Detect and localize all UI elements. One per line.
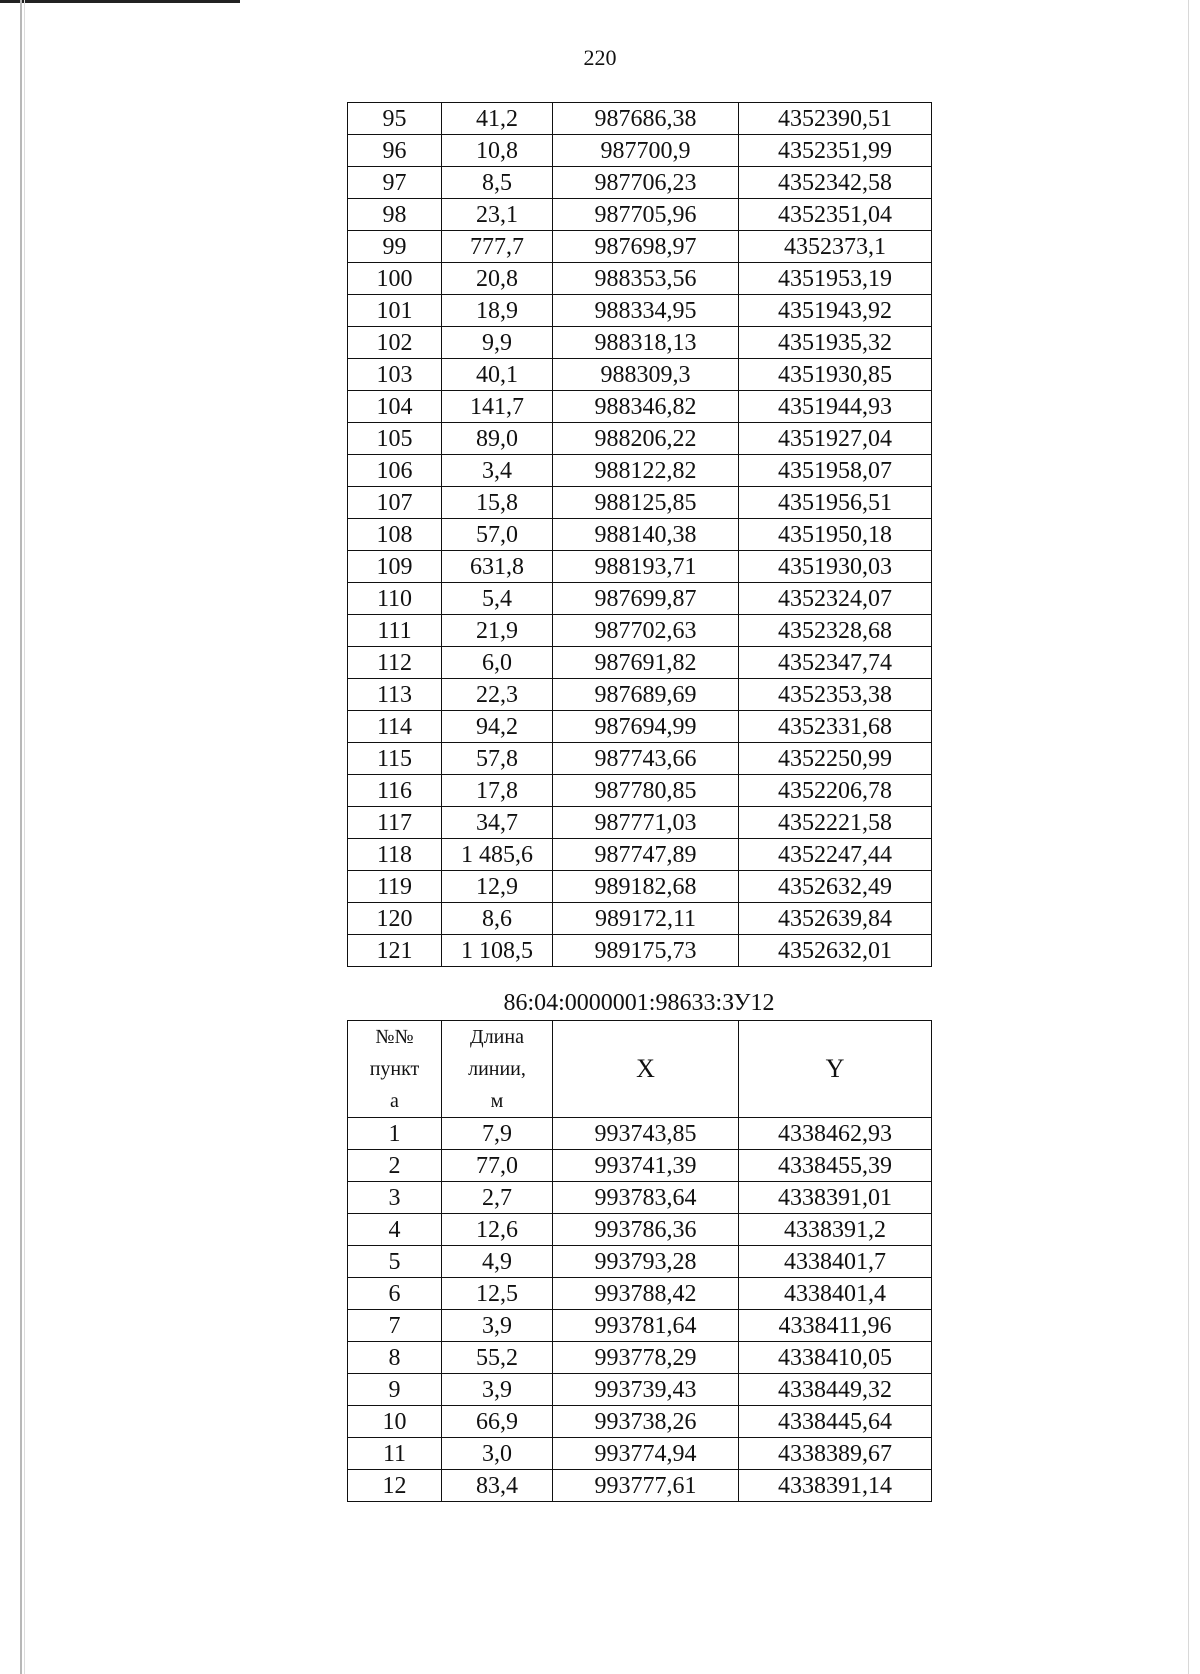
cell-y: 4338455,39 bbox=[739, 1150, 932, 1182]
cell-point-number: 9 bbox=[348, 1374, 442, 1406]
cell-point-number: 100 bbox=[348, 263, 442, 295]
cell-point-number: 7 bbox=[348, 1310, 442, 1342]
cell-y: 4352632,49 bbox=[739, 871, 932, 903]
cell-line-length: 34,7 bbox=[442, 807, 553, 839]
cell-point-number: 95 bbox=[348, 103, 442, 135]
cell-x: 987700,9 bbox=[553, 135, 739, 167]
cell-y: 4351927,04 bbox=[739, 423, 932, 455]
cell-point-number: 1 bbox=[348, 1118, 442, 1150]
cell-y: 4351958,07 bbox=[739, 455, 932, 487]
cell-point-number: 109 bbox=[348, 551, 442, 583]
cell-x: 988346,82 bbox=[553, 391, 739, 423]
cell-line-length: 7,9 bbox=[442, 1118, 553, 1150]
table-row bbox=[348, 391, 932, 423]
cell-point-number: 103 bbox=[348, 359, 442, 391]
cell-x: 989172,11 bbox=[553, 903, 739, 935]
header-length-line: линии, bbox=[468, 1058, 526, 1080]
table-row bbox=[348, 327, 932, 359]
cell-y: 4352331,68 bbox=[739, 711, 932, 743]
cell-y: 4338401,4 bbox=[739, 1278, 932, 1310]
cell-point-number: 10 bbox=[348, 1406, 442, 1438]
header-point-line: пункт bbox=[369, 1058, 420, 1080]
cell-line-length: 89,0 bbox=[442, 423, 553, 455]
table-row bbox=[348, 487, 932, 519]
table-row bbox=[348, 1406, 932, 1438]
cell-line-length: 3,0 bbox=[442, 1438, 553, 1470]
cell-line-length: 6,0 bbox=[442, 647, 553, 679]
cell-y: 4351944,93 bbox=[739, 391, 932, 423]
cell-y: 4352206,78 bbox=[739, 775, 932, 807]
cell-point-number: 118 bbox=[348, 839, 442, 871]
cell-y: 4352353,38 bbox=[739, 679, 932, 711]
cell-x: 988353,56 bbox=[553, 263, 739, 295]
cell-point-number: 107 bbox=[348, 487, 442, 519]
cell-y: 4351943,92 bbox=[739, 295, 932, 327]
cell-line-length: 18,9 bbox=[442, 295, 553, 327]
scan-edge-left bbox=[20, 0, 22, 1674]
cell-x: 987743,66 bbox=[553, 743, 739, 775]
cell-y: 4352632,01 bbox=[739, 935, 932, 967]
table-row bbox=[348, 231, 932, 263]
table-row bbox=[348, 615, 932, 647]
table-row bbox=[348, 1118, 932, 1150]
cell-x: 993774,94 bbox=[553, 1438, 739, 1470]
table-row bbox=[348, 1374, 932, 1406]
table-row bbox=[348, 199, 932, 231]
cell-x: 987705,96 bbox=[553, 199, 739, 231]
table-row bbox=[348, 903, 932, 935]
cell-y: 4352342,58 bbox=[739, 167, 932, 199]
section-title: 86:04:0000001:98633:ЗУ12 bbox=[503, 990, 775, 1016]
cell-point-number: 6 bbox=[348, 1278, 442, 1310]
cell-y: 4338445,64 bbox=[739, 1406, 932, 1438]
cell-y: 4352351,99 bbox=[739, 135, 932, 167]
cell-line-length: 3,9 bbox=[442, 1374, 553, 1406]
header-point-line: №№ bbox=[375, 1026, 414, 1048]
scan-edge-top bbox=[0, 0, 240, 3]
cell-point-number: 120 bbox=[348, 903, 442, 935]
cell-x: 993741,39 bbox=[553, 1150, 739, 1182]
table-row bbox=[348, 423, 932, 455]
table-header-row bbox=[348, 1021, 932, 1118]
cell-y: 4352373,1 bbox=[739, 231, 932, 263]
cell-point-number: 116 bbox=[348, 775, 442, 807]
table-row bbox=[348, 1342, 932, 1374]
cell-x: 989182,68 bbox=[553, 871, 739, 903]
cell-line-length: 8,6 bbox=[442, 903, 553, 935]
cell-line-length: 777,7 bbox=[442, 231, 553, 263]
cell-x: 988206,22 bbox=[553, 423, 739, 455]
cell-x: 993743,85 bbox=[553, 1118, 739, 1150]
table-row bbox=[348, 103, 932, 135]
cell-x: 987780,85 bbox=[553, 775, 739, 807]
coordinates-table-zu12 bbox=[347, 1020, 932, 1502]
cell-point-number: 114 bbox=[348, 711, 442, 743]
cell-line-length: 17,8 bbox=[442, 775, 553, 807]
cell-line-length: 9,9 bbox=[442, 327, 553, 359]
table-row bbox=[348, 935, 932, 967]
cell-y: 4351953,19 bbox=[739, 263, 932, 295]
cell-y: 4352390,51 bbox=[739, 103, 932, 135]
cell-line-length: 631,8 bbox=[442, 551, 553, 583]
cell-point-number: 8 bbox=[348, 1342, 442, 1374]
cell-x: 987699,87 bbox=[553, 583, 739, 615]
cell-y: 4352328,68 bbox=[739, 615, 932, 647]
cell-line-length: 3,4 bbox=[442, 455, 553, 487]
cell-line-length: 57,8 bbox=[442, 743, 553, 775]
cell-y: 4351935,32 bbox=[739, 327, 932, 359]
cell-x: 988318,13 bbox=[553, 327, 739, 359]
cell-y: 4352347,74 bbox=[739, 647, 932, 679]
cell-x: 988140,38 bbox=[553, 519, 739, 551]
table-row bbox=[348, 551, 932, 583]
cell-x: 993786,36 bbox=[553, 1214, 739, 1246]
cell-x: 987694,99 bbox=[553, 711, 739, 743]
table-row bbox=[348, 711, 932, 743]
cell-point-number: 5 bbox=[348, 1246, 442, 1278]
cell-line-length: 40,1 bbox=[442, 359, 553, 391]
cell-point-number: 3 bbox=[348, 1182, 442, 1214]
cell-point-number: 96 bbox=[348, 135, 442, 167]
header-x: X bbox=[553, 1021, 739, 1118]
table-row bbox=[348, 839, 932, 871]
cell-line-length: 94,2 bbox=[442, 711, 553, 743]
cell-y: 4338401,7 bbox=[739, 1246, 932, 1278]
cell-x: 987702,63 bbox=[553, 615, 739, 647]
cell-line-length: 83,4 bbox=[442, 1470, 553, 1502]
cell-line-length: 57,0 bbox=[442, 519, 553, 551]
page-number: 220 bbox=[583, 45, 617, 70]
table-row bbox=[348, 871, 932, 903]
cell-line-length: 10,8 bbox=[442, 135, 553, 167]
table-row bbox=[348, 295, 932, 327]
cell-point-number: 106 bbox=[348, 455, 442, 487]
cell-line-length: 23,1 bbox=[442, 199, 553, 231]
cell-y: 4351956,51 bbox=[739, 487, 932, 519]
cell-x: 988122,82 bbox=[553, 455, 739, 487]
table-row bbox=[348, 1278, 932, 1310]
table-row bbox=[348, 1310, 932, 1342]
cell-line-length: 8,5 bbox=[442, 167, 553, 199]
cell-x: 993738,26 bbox=[553, 1406, 739, 1438]
table-row bbox=[348, 583, 932, 615]
cell-x: 987747,89 bbox=[553, 839, 739, 871]
coordinates-table-body bbox=[348, 1118, 932, 1502]
cell-line-length: 141,7 bbox=[442, 391, 553, 423]
cell-y: 4351950,18 bbox=[739, 519, 932, 551]
header-line-length bbox=[442, 1021, 553, 1118]
cell-x: 987698,97 bbox=[553, 231, 739, 263]
cell-point-number: 108 bbox=[348, 519, 442, 551]
cell-line-length: 12,6 bbox=[442, 1214, 553, 1246]
header-y: Y bbox=[739, 1021, 932, 1118]
cell-y: 4352351,04 bbox=[739, 199, 932, 231]
cell-line-length: 1 108,5 bbox=[442, 935, 553, 967]
cell-point-number: 117 bbox=[348, 807, 442, 839]
cell-x: 987689,69 bbox=[553, 679, 739, 711]
cell-line-length: 4,9 bbox=[442, 1246, 553, 1278]
cell-y: 4338391,01 bbox=[739, 1182, 932, 1214]
cell-y: 4352324,07 bbox=[739, 583, 932, 615]
cell-point-number: 105 bbox=[348, 423, 442, 455]
cell-line-length: 66,9 bbox=[442, 1406, 553, 1438]
cell-x: 993781,64 bbox=[553, 1310, 739, 1342]
cell-point-number: 12 bbox=[348, 1470, 442, 1502]
cell-point-number: 102 bbox=[348, 327, 442, 359]
coordinates-table-continued bbox=[347, 102, 932, 967]
table-row bbox=[348, 679, 932, 711]
table-row bbox=[348, 519, 932, 551]
cell-x: 987691,82 bbox=[553, 647, 739, 679]
cell-line-length: 15,8 bbox=[442, 487, 553, 519]
table-row bbox=[348, 359, 932, 391]
cell-point-number: 11 bbox=[348, 1438, 442, 1470]
cell-point-number: 112 bbox=[348, 647, 442, 679]
cell-y: 4351930,85 bbox=[739, 359, 932, 391]
cell-point-number: 101 bbox=[348, 295, 442, 327]
table-row bbox=[348, 135, 932, 167]
cell-line-length: 2,7 bbox=[442, 1182, 553, 1214]
header-length-line: м bbox=[490, 1090, 504, 1112]
cell-line-length: 77,0 bbox=[442, 1150, 553, 1182]
cell-y: 4338391,2 bbox=[739, 1214, 932, 1246]
cell-point-number: 111 bbox=[348, 615, 442, 647]
cell-point-number: 99 bbox=[348, 231, 442, 263]
cell-point-number: 113 bbox=[348, 679, 442, 711]
cell-y: 4352247,44 bbox=[739, 839, 932, 871]
header-point-line: а bbox=[390, 1090, 399, 1112]
cell-x: 993788,42 bbox=[553, 1278, 739, 1310]
cell-x: 993793,28 bbox=[553, 1246, 739, 1278]
cell-line-length: 3,9 bbox=[442, 1310, 553, 1342]
cell-x: 988334,95 bbox=[553, 295, 739, 327]
cell-x: 993777,61 bbox=[553, 1470, 739, 1502]
table-row bbox=[348, 775, 932, 807]
cell-y: 4352639,84 bbox=[739, 903, 932, 935]
cell-y: 4338391,14 bbox=[739, 1470, 932, 1502]
cell-point-number: 97 bbox=[348, 167, 442, 199]
cell-x: 993739,43 bbox=[553, 1374, 739, 1406]
table-row bbox=[348, 1246, 932, 1278]
scan-edge-right bbox=[1188, 0, 1189, 1674]
cell-line-length: 12,5 bbox=[442, 1278, 553, 1310]
cell-x: 993778,29 bbox=[553, 1342, 739, 1374]
cell-y: 4352250,99 bbox=[739, 743, 932, 775]
cell-y: 4338462,93 bbox=[739, 1118, 932, 1150]
table-row bbox=[348, 1214, 932, 1246]
cell-point-number: 115 bbox=[348, 743, 442, 775]
cell-y: 4351930,03 bbox=[739, 551, 932, 583]
table-row bbox=[348, 1470, 932, 1502]
table-row bbox=[348, 167, 932, 199]
table-row bbox=[348, 807, 932, 839]
cell-line-length: 22,3 bbox=[442, 679, 553, 711]
cell-point-number: 2 bbox=[348, 1150, 442, 1182]
cell-line-length: 21,9 bbox=[442, 615, 553, 647]
table-row bbox=[348, 455, 932, 487]
cell-line-length: 20,8 bbox=[442, 263, 553, 295]
cell-line-length: 12,9 bbox=[442, 871, 553, 903]
cell-line-length: 55,2 bbox=[442, 1342, 553, 1374]
cell-y: 4352221,58 bbox=[739, 807, 932, 839]
cell-x: 993783,64 bbox=[553, 1182, 739, 1214]
cell-y: 4338449,32 bbox=[739, 1374, 932, 1406]
cell-x: 987686,38 bbox=[553, 103, 739, 135]
table-row bbox=[348, 743, 932, 775]
cell-x: 987706,23 bbox=[553, 167, 739, 199]
cell-x: 988125,85 bbox=[553, 487, 739, 519]
cell-point-number: 4 bbox=[348, 1214, 442, 1246]
cell-x: 988193,71 bbox=[553, 551, 739, 583]
cell-line-length: 5,4 bbox=[442, 583, 553, 615]
cell-x: 989175,73 bbox=[553, 935, 739, 967]
table-row bbox=[348, 1182, 932, 1214]
cell-x: 987771,03 bbox=[553, 807, 739, 839]
header-length-line: Длина bbox=[470, 1026, 524, 1048]
cell-x: 988309,3 bbox=[553, 359, 739, 391]
cell-point-number: 110 bbox=[348, 583, 442, 615]
cell-y: 4338411,96 bbox=[739, 1310, 932, 1342]
cell-point-number: 98 bbox=[348, 199, 442, 231]
cell-line-length: 41,2 bbox=[442, 103, 553, 135]
cell-y: 4338410,05 bbox=[739, 1342, 932, 1374]
cell-line-length: 1 485,6 bbox=[442, 839, 553, 871]
coordinates-table-body bbox=[348, 103, 932, 967]
header-point-number bbox=[348, 1021, 442, 1118]
table-row bbox=[348, 263, 932, 295]
cell-y: 4338389,67 bbox=[739, 1438, 932, 1470]
table-row bbox=[348, 647, 932, 679]
cell-point-number: 104 bbox=[348, 391, 442, 423]
cell-point-number: 119 bbox=[348, 871, 442, 903]
cell-point-number: 121 bbox=[348, 935, 442, 967]
table-row bbox=[348, 1438, 932, 1470]
table-row bbox=[348, 1150, 932, 1182]
scan-edge-left-faint bbox=[24, 0, 25, 1674]
